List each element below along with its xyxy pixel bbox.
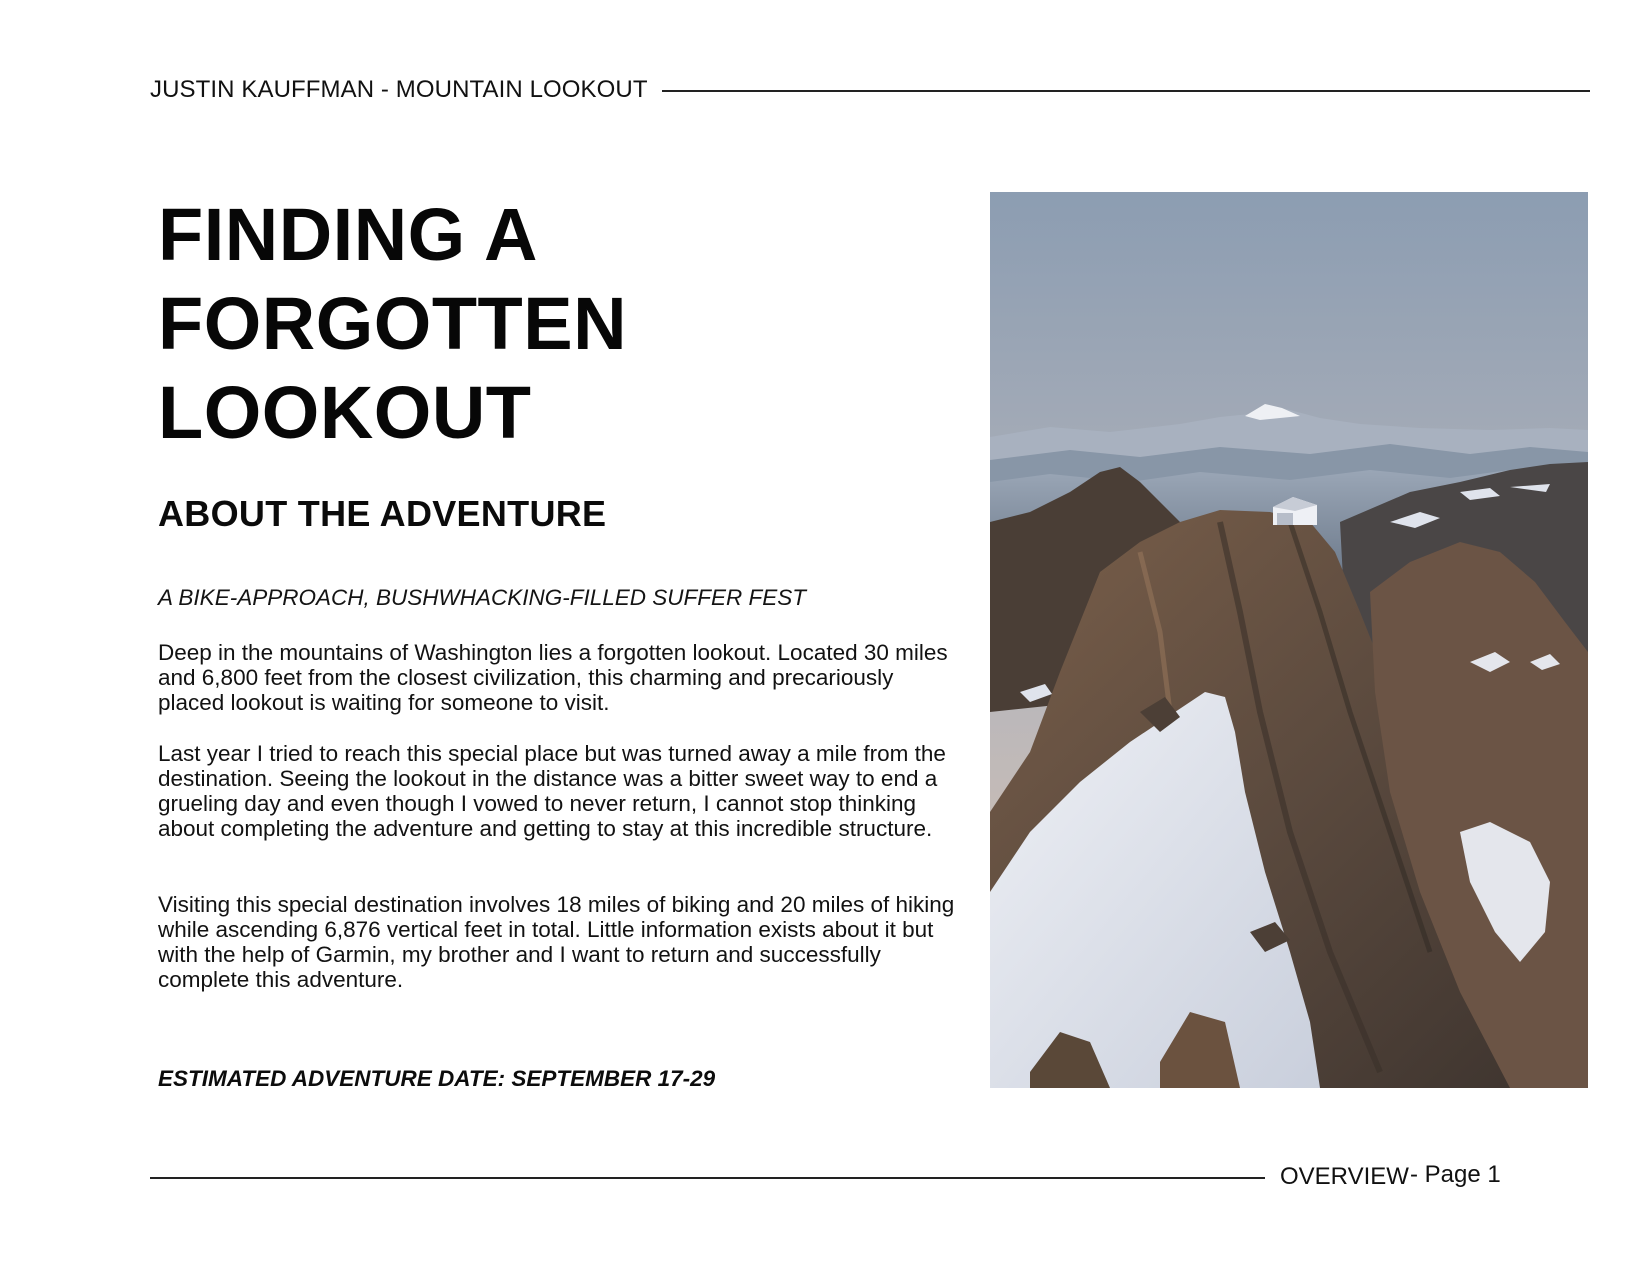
photo-illustration — [990, 192, 1588, 1088]
body-paragraph-1: Deep in the mountains of Washington lies a forgotten lookout. Located 30 miles and 6,800 feet from the closest civilization, this charming and precariously placed lookout is waiting for someone to visit. — [158, 640, 948, 715]
estimated-date: ESTIMATED ADVENTURE DATE: SEPTEMBER 17-29 — [158, 1066, 716, 1091]
footer-rule — [150, 1177, 1265, 1179]
body-paragraph-3: Visiting this special destination involves 18 miles of biking and 20 miles of hiking while ascending 6,876 vertical feet in total. Little information exists about it but with the help of Garmin, my brother and I want to return and successfully complete this adventure. — [158, 892, 955, 992]
body-paragraph-2: Last year I tried to reach this special place but was turned away a mile from the destination. Seeing the lookout in the distance was a bitter sweet way to end a grueling day and even though I vowed to never return, I cannot stop thinking about completing the adventure and getting to stay at this incredible structure. — [158, 741, 946, 841]
header-rule — [662, 90, 1590, 92]
page-header — [150, 74, 1590, 106]
footer-section-label: OVERVIEW — [1280, 1163, 1409, 1190]
footer-page-number: - Page 1 — [1410, 1161, 1501, 1188]
section-heading: ABOUT THE ADVENTURE — [158, 493, 607, 534]
title-line-1: FINDING A — [158, 193, 538, 276]
title-line-2: FORGOTTEN — [158, 282, 628, 365]
title-line-3: LOOKOUT — [158, 371, 532, 454]
page-title — [158, 190, 627, 457]
tagline: A BIKE-APPROACH, BUSHWHACKING-FILLED SUFFER FEST — [158, 585, 807, 610]
mountain-lookout-photo — [990, 192, 1588, 1088]
header-title: JUSTIN KAUFFMAN - MOUNTAIN LOOKOUT — [150, 76, 648, 103]
